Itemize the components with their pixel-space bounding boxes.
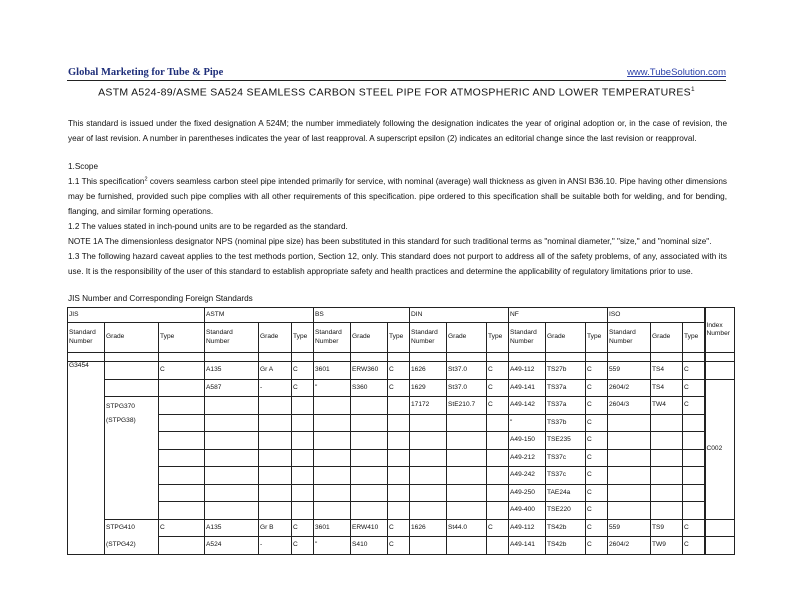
cell [292,432,314,450]
cell [388,414,410,432]
grade-stpg42: (STPG42) [106,540,136,548]
scope-p1-prefix: 1.1 This specification [68,177,145,186]
cell: 2604/2 [608,379,651,397]
cell: TS42b [546,519,586,537]
cell [683,432,705,450]
cell [351,414,388,432]
cell [447,432,487,450]
grade-stpg410-cell [105,519,159,554]
number-label: Number [206,337,230,345]
cell: Gr B [259,519,292,537]
table-row [68,449,735,467]
cell [410,432,447,450]
cell [683,467,705,485]
cell: 17172 [410,397,447,415]
number-label: Number [315,337,339,345]
table-row [68,379,735,397]
column-header-row [68,323,735,353]
group-header-jis: JIS [68,308,205,323]
cell [388,432,410,450]
cell: C [487,379,509,397]
cell [292,502,314,520]
cell [259,432,292,450]
cell [487,467,509,485]
cell: TW4 [651,397,683,415]
cell: C [586,414,608,432]
cell: 3601 [314,519,351,537]
cell: C [292,362,314,380]
cell: C [586,467,608,485]
col-header-standard-number [314,323,351,353]
col-header-standard-number [608,323,651,353]
cell [447,414,487,432]
cell [314,467,351,485]
cell [259,467,292,485]
cell [314,502,351,520]
cell: A587 [205,379,259,397]
cell [159,484,205,502]
col-header-type: Type [487,323,509,353]
cell: C [487,519,509,537]
col-header-type: Type [388,323,410,353]
cell [205,414,259,432]
scope-p1-rest: covers seamless carbon steel pipe intended primarily for service, with nominal (average) wall thickness as given in ANSI B36.10. Pipe having other dimensions may be furnished, provided such pipe complies with all other requirements of this specification. pipe ordered to this specification shall be suitable both for welding, and for bending, flanging, and similar forming operations. [68,177,727,216]
cell: C [487,362,509,380]
cell: TS4 [651,362,683,380]
scope-paragraph-1-2: 1.2 The values stated in inch-pound units are to be regarded as the standard. [68,222,348,231]
cell [388,467,410,485]
cell [314,432,351,450]
group-header-nf: NF [509,308,608,323]
cell: TS42b [546,537,586,555]
col-header-type: Type [292,323,314,353]
cell [410,449,447,467]
cell: " [509,414,546,432]
cell: - [259,537,292,555]
cell [683,484,705,502]
cell [159,379,205,397]
cell: A49-242 [509,467,546,485]
cell [205,467,259,485]
cell [292,467,314,485]
cell: TS37a [546,397,586,415]
company-name: Global Marketing for Tube & Pipe [68,67,224,78]
cell [314,414,351,432]
cell: TSE235 [546,432,586,450]
group-header-astm: ASTM [205,308,314,323]
cell: C [586,537,608,555]
cell: C [159,519,205,537]
cell: C [292,379,314,397]
cell [292,414,314,432]
cell [351,397,388,415]
number-label: Number [510,337,534,345]
scope-paragraph-1-1 [68,174,727,219]
cell [388,397,410,415]
cell [351,432,388,450]
cell [410,537,447,555]
cell: C [683,397,705,415]
cell [314,449,351,467]
cell: A49-150 [509,432,546,450]
intro-paragraph: This standard is issued under the fixed designation A 524M; the number immediately following the designation indicates the year of original adoption or, in the case of revision, the year of last revision. A number in parentheses indicates the year of last reapproval. A superscript epsilon (2) indicates an editorial change since the last revision or reapproval. [68,119,727,143]
grade-stpg370: STPG370 [106,402,135,410]
table-row [68,397,735,415]
cell [159,397,205,415]
cell [608,414,651,432]
cell: 559 [608,519,651,537]
cell: C [292,519,314,537]
standard-label: Standard [69,329,96,336]
cell: C [586,432,608,450]
cell [410,502,447,520]
title-text: ASTM A524-89/ASME SA524 SEAMLESS CARBON STEEL PIPE FOR ATMOSPHERIC AND LOWER TEMPERATURES [98,86,691,99]
document-title [0,86,793,99]
standard-label: Standard [609,329,636,336]
cell: C [586,379,608,397]
cell [351,484,388,502]
cell: S360 [351,379,388,397]
col-header-grade: Grade [105,323,159,353]
cell: C [388,537,410,555]
cell: C [388,379,410,397]
cell [159,414,205,432]
grade-stpg370-cell [105,397,159,432]
cell [205,484,259,502]
cell: TS37a [546,379,586,397]
cell [651,502,683,520]
cell [292,397,314,415]
cell [205,502,259,520]
cell: 1626 [410,519,447,537]
cell [447,467,487,485]
cell: A135 [205,362,259,380]
index-number-cell: C002 [705,379,735,519]
cell [388,502,410,520]
standard-label: Standard [206,329,233,336]
cell [608,502,651,520]
website-link[interactable]: www.TubeSolution.com [627,67,726,78]
jis-number-cell: G3454 [68,362,105,555]
cell: A524 [205,537,259,555]
cell: C [159,362,205,380]
cell [410,414,447,432]
group-header-din: DIN [410,308,509,323]
number-label: Number [411,337,435,345]
cell [608,484,651,502]
scope-paragraph-1-3: 1.3 The following hazard caveat applies to the test methods portion, Section 12, only. This standard does not purport to address all of the safety problems, of any, associated with its use. It is the responsibility of the user of this standard to establish appropriate safety and health practices and determine the applicability of regulatory limitations prior to use. [68,252,727,276]
cell [259,449,292,467]
index-cell [705,362,735,380]
cell [608,467,651,485]
cell: C [388,519,410,537]
cell: St37.0 [447,379,487,397]
cell [447,502,487,520]
cell: TS27b [546,362,586,380]
index-cell [705,537,735,555]
col-header-grade: Grade [447,323,487,353]
col-header-grade: Grade [651,323,683,353]
cell [410,484,447,502]
grade-cell [105,379,159,397]
cell: ERW360 [351,362,388,380]
cell [205,449,259,467]
cell [259,397,292,415]
cell [159,467,205,485]
cell [651,467,683,485]
cell: St37.0 [447,362,487,380]
cell: C [586,484,608,502]
cell: ERW410 [351,519,388,537]
cell: A49-112 [509,362,546,380]
scope-heading: 1.Scope [68,162,99,171]
col-header-grade: Grade [259,323,292,353]
scope-p1-footnote-mark: 2 [144,176,148,183]
table-row [68,362,735,380]
cell: TS37c [546,449,586,467]
cell: C [586,519,608,537]
group-header-bs: BS [314,308,410,323]
standard-label: Standard [411,329,438,336]
scope-section [68,159,727,279]
cell [159,432,205,450]
index-header-line-1: Index [706,321,723,329]
cell: 2604/2 [608,537,651,555]
cell [487,502,509,520]
cell: S410 [351,537,388,555]
cell [608,449,651,467]
number-label: Number [609,337,633,345]
cell [205,432,259,450]
cell [159,502,205,520]
table-row [68,537,735,555]
cell: TS9 [651,519,683,537]
index-header-line-2: Number [706,330,730,337]
cell: C [586,397,608,415]
cell: A135 [205,519,259,537]
cell [159,537,205,555]
grade-stpg38: (STPG38) [106,417,136,425]
col-header-grade: Grade [546,323,586,353]
cell [205,397,259,415]
cell: St44.0 [447,519,487,537]
title-superscript: 1 [690,86,695,93]
cell: 2604/3 [608,397,651,415]
cell: C [292,537,314,555]
cell [351,449,388,467]
col-header-type: Type [159,323,205,353]
cell [388,449,410,467]
cell: 1629 [410,379,447,397]
cell: TW9 [651,537,683,555]
cell [487,537,509,555]
cell: C [683,537,705,555]
cell [259,502,292,520]
cell [292,484,314,502]
cell [651,449,683,467]
cell [447,537,487,555]
table-row [68,432,735,450]
cell [487,484,509,502]
table-row [68,414,735,432]
table-row [68,484,735,502]
cell: 1626 [410,362,447,380]
table-row [68,502,735,520]
cell: Gr A [259,362,292,380]
index-number-header [705,308,735,353]
header-divider [67,80,726,81]
col-header-standard-number [205,323,259,353]
cell [683,502,705,520]
table-row [68,467,735,485]
cell [447,449,487,467]
cell [351,502,388,520]
cell [651,414,683,432]
grade-stpg410: STPG410 [106,524,135,531]
col-header-type: Type [683,323,705,353]
table-caption: JIS Number and Corresponding Foreign Standards [68,294,253,303]
cell [259,414,292,432]
cell [683,449,705,467]
cell: C [683,519,705,537]
col-header-type: Type [586,323,608,353]
index-cell [705,519,735,537]
standards-table [67,307,735,555]
cell: 3601 [314,362,351,380]
cell: C [586,449,608,467]
cell [487,432,509,450]
cell: TSE220 [546,502,586,520]
cell [608,432,651,450]
grade-cell [105,432,159,520]
cell: C [388,362,410,380]
cell: - [259,379,292,397]
col-header-standard-number [410,323,447,353]
cell [314,397,351,415]
scope-note: NOTE 1A The dimensionless designator NPS (nominal pipe size) has been substituted in this standard for such traditional terms as "nominal diameter," "size," and "nominal size". [68,237,712,246]
cell: A49-400 [509,502,546,520]
table-row [68,519,735,537]
cell: A49-250 [509,484,546,502]
cell: A49-141 [509,537,546,555]
cell: " [314,379,351,397]
spacer-row [68,353,735,362]
cell [388,484,410,502]
cell [447,484,487,502]
cell [683,414,705,432]
cell [159,449,205,467]
cell: A49-141 [509,379,546,397]
cell [351,467,388,485]
cell: TS37c [546,467,586,485]
col-header-standard-number [509,323,546,353]
cell: 559 [608,362,651,380]
cell: C [586,362,608,380]
cell: TS4 [651,379,683,397]
cell [314,484,351,502]
number-label: Number [69,337,93,345]
col-header-standard-number [68,323,105,353]
grade-cell [105,362,159,380]
cell [651,432,683,450]
cell [487,414,509,432]
cell: A49-112 [509,519,546,537]
cell: TAE24a [546,484,586,502]
cell [651,484,683,502]
cell: C [586,502,608,520]
cell: A49-142 [509,397,546,415]
standard-label: Standard [315,329,342,336]
col-header-grade: Grade [351,323,388,353]
cell: TS37b [546,414,586,432]
standard-label: Standard [510,329,537,336]
cell: C [487,397,509,415]
cell [410,467,447,485]
cell: StE210.7 [447,397,487,415]
cell: C [683,379,705,397]
cell: A49-212 [509,449,546,467]
group-header-iso: ISO [608,308,705,323]
cell: " [314,537,351,555]
cell [292,449,314,467]
cell [259,484,292,502]
cell [487,449,509,467]
cell: C [683,362,705,380]
